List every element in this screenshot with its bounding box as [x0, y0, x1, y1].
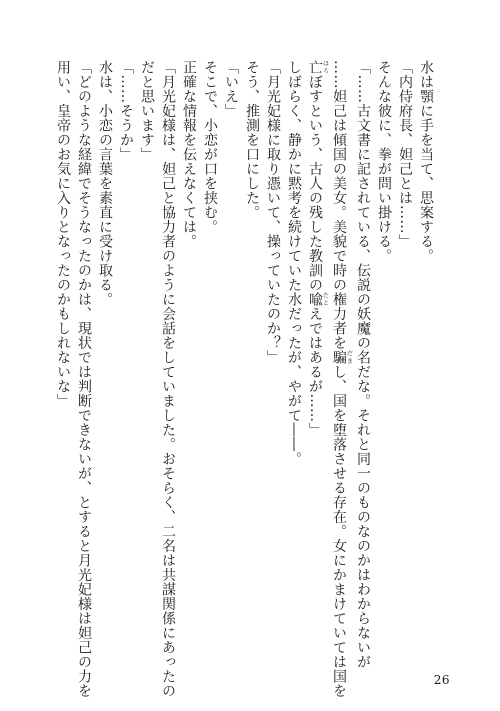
ruby-tatoe: 喩たと — [307, 292, 329, 307]
text-line-5-part-a: ……妲己は傾国の美女。美貌で時の権力者を — [331, 60, 347, 350]
text-line-8: 「月光妃様に取り憑いて、操っていたのか？」 — [265, 60, 281, 365]
vertical-text-block — [55, 60, 436, 698]
text-line-11: そこで、小恋が口を挟む。 — [202, 60, 218, 234]
text-line-16: 水は、小恋の言葉を素直に受け取る。 — [97, 60, 113, 307]
text-line-18: 用い、皇帝のお気に入りとなったのかもしれないな」 — [55, 60, 71, 408]
text-line-3: そんな彼に、拳が問い掛ける。 — [376, 60, 392, 263]
text-line-17: 「どのような経緯でそうなったのかは、現状では判断できないが、とすると月光妃様は妲己の力を — [76, 60, 92, 698]
ruby-horobosu: 亡ほろ — [307, 60, 329, 75]
text-line-1: 水は顎に手を当て、思案する。 — [418, 60, 434, 263]
text-line-5-part-b: し、国を堕落させる存在。女にかまけていては国を — [331, 364, 347, 698]
text-line-2: 「内侍府長、妲己とは……」 — [397, 60, 413, 249]
text-line-12: 正確な情報を伝えなくては。 — [181, 60, 197, 249]
text-line-5 — [328, 60, 353, 698]
ruby-damasu: 騙だま — [331, 350, 353, 365]
text-line-7: しばらく、静かに黙考を続けていた水だったが、やがて――。 — [286, 60, 302, 466]
text-line-14: だと思います」 — [139, 60, 155, 162]
text-line-15: 「……そうか」 — [118, 60, 134, 162]
text-line-9: そう、推測を口にした。 — [244, 60, 260, 220]
text-line-6: 亡ほろぼすという、古人の残した教訓の喩たとえではあるが……」 — [307, 60, 329, 437]
text-line-4: 「……古文書に記されている、伝説の妖魔の名だな。それと同一のものなのかはわからないが — [355, 60, 371, 669]
text-line-10: 「いえ」 — [223, 60, 239, 118]
page-number: 26 — [433, 673, 450, 687]
text-line-13: 「月光妃様は、妲己と協力者のように会話をしていました。おそらく、二名は共謀関係にあったの — [160, 60, 176, 698]
